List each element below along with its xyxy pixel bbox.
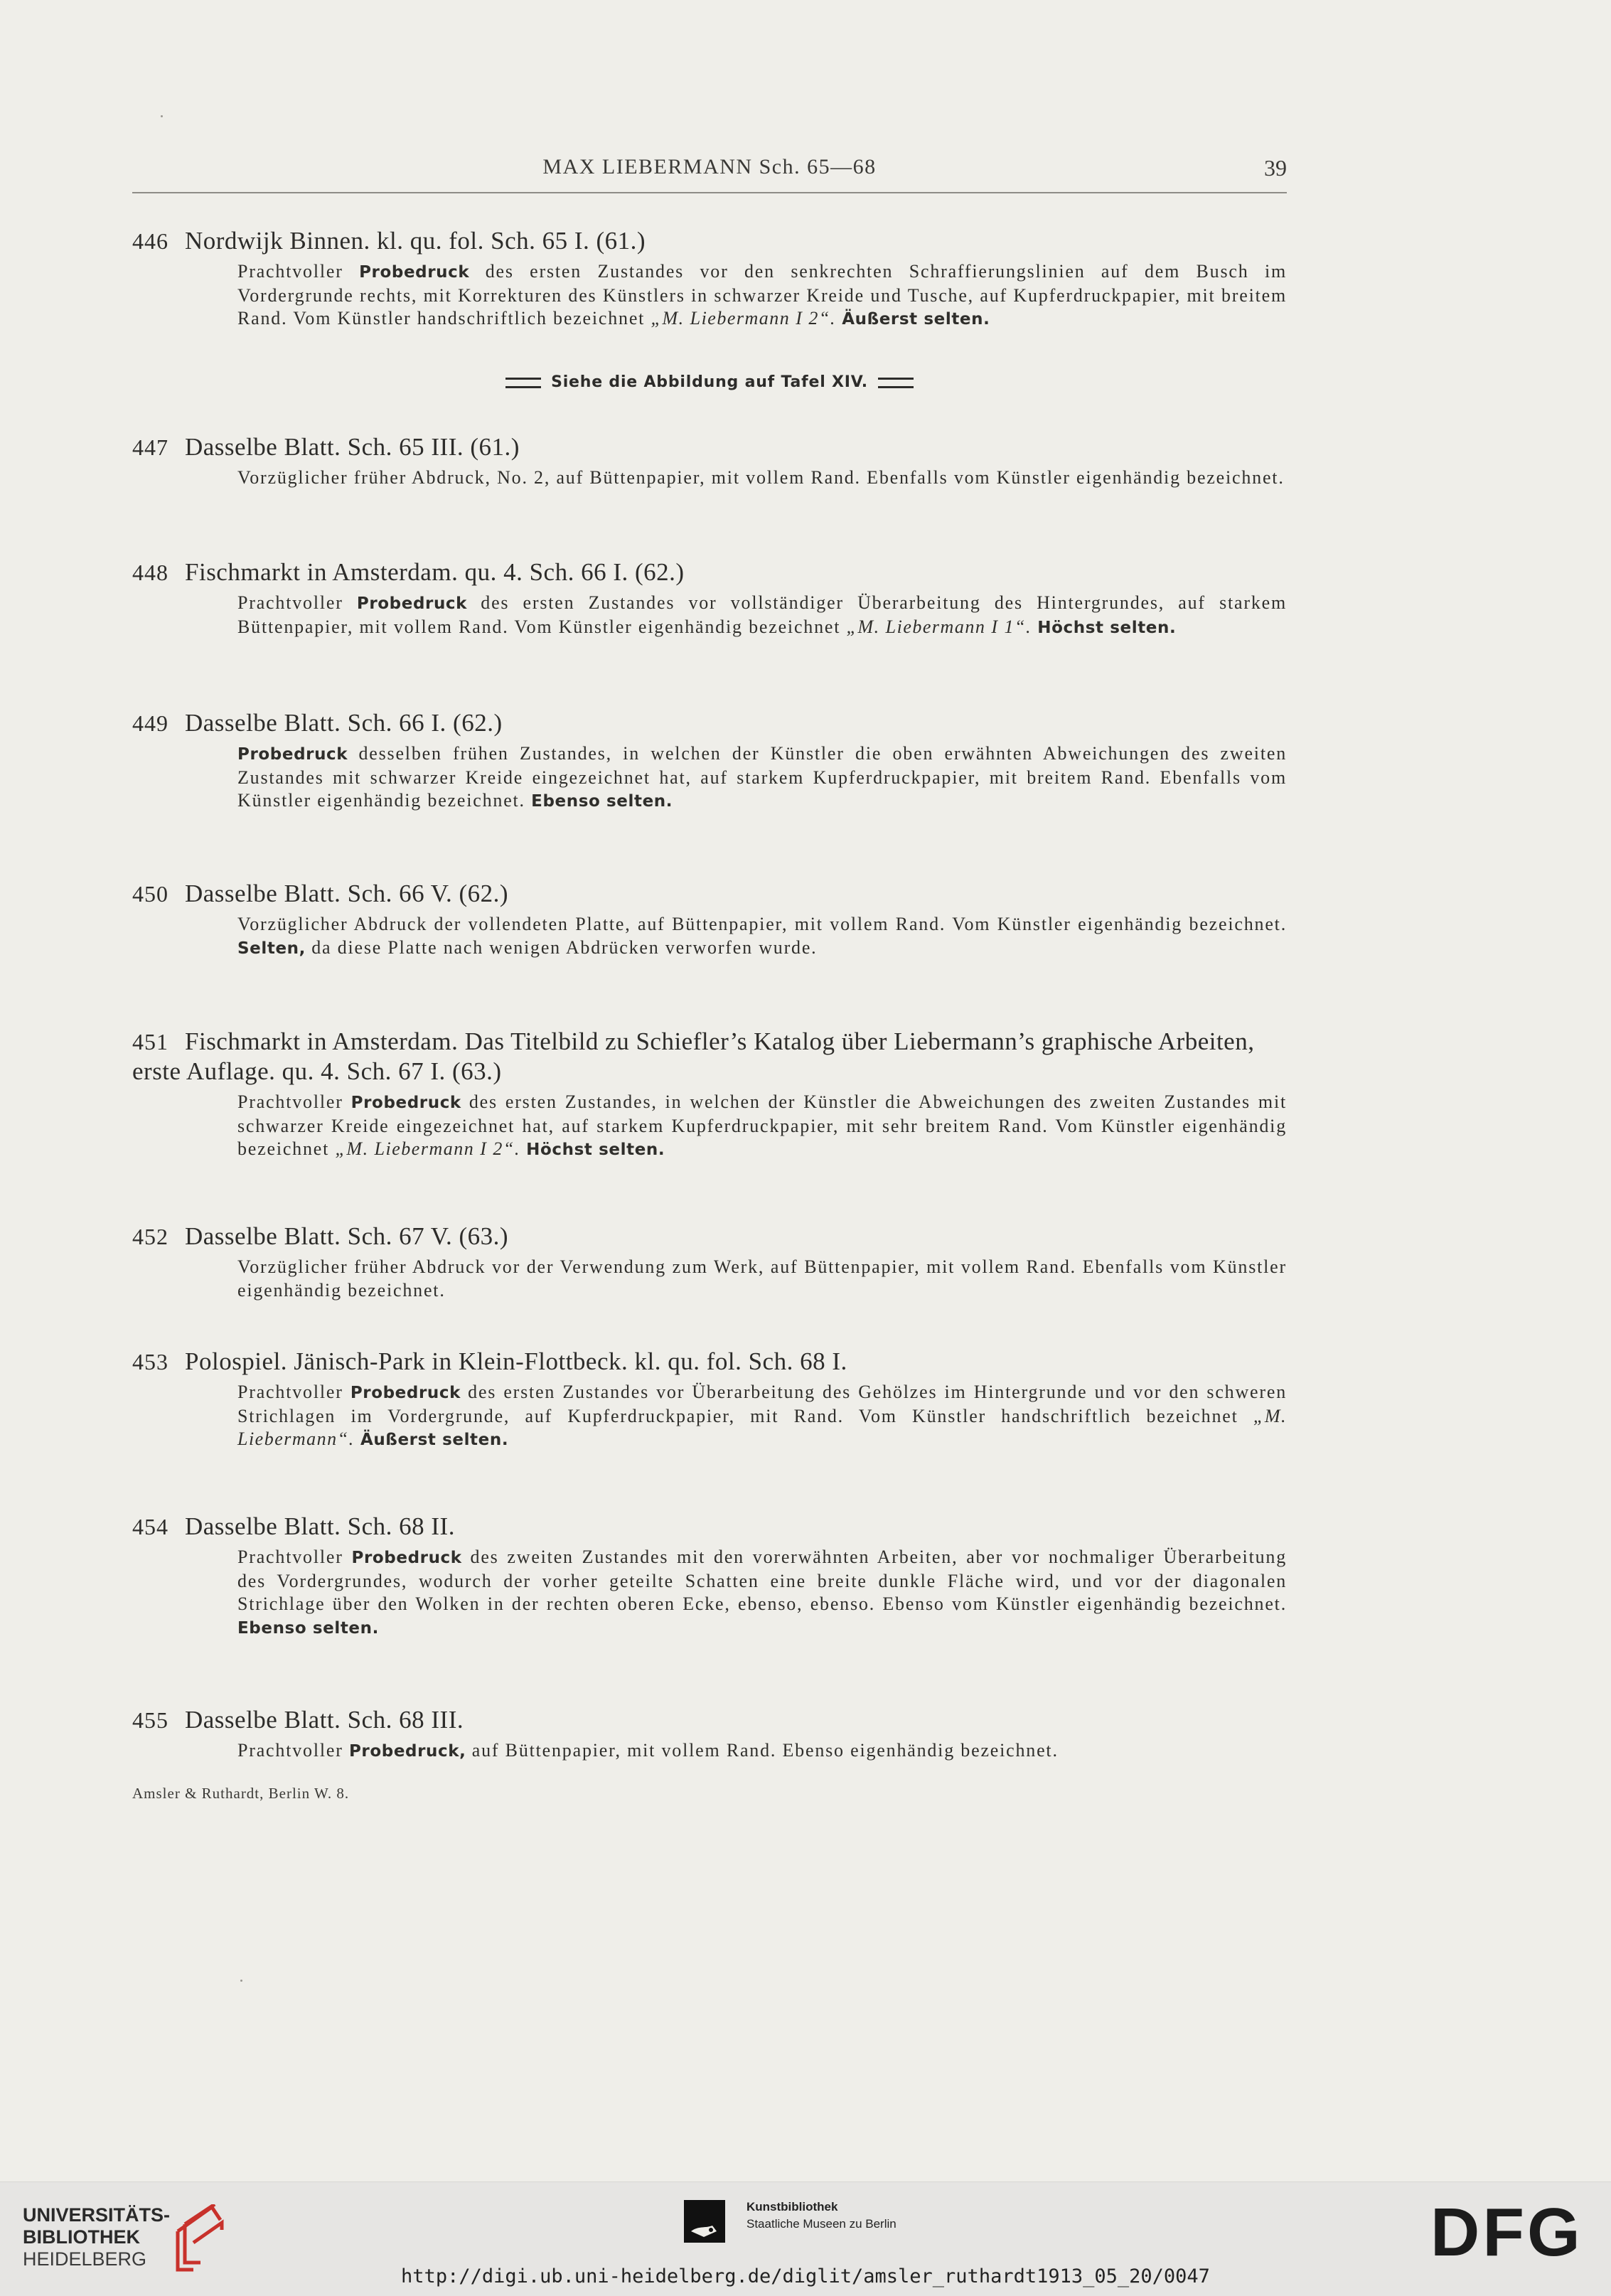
description-text: Prachtvoller xyxy=(237,1382,350,1402)
dfg-wordmark-icon xyxy=(1430,2204,1587,2261)
university-library-logo[interactable] xyxy=(23,2204,236,2268)
description-text: Vorzüglicher früher Abdruck, No. 2, auf Büttenpapier, mit vollem Rand. Ebenfalls vom Künstler eigenhändig bezeichnet. xyxy=(237,467,1285,488)
plate-notice xyxy=(132,373,1287,391)
entry-description xyxy=(237,1739,1287,1763)
entry-heading xyxy=(132,879,1287,909)
description-text: Vorzüglicher Abdruck der vollendeten Platte, auf Büttenpapier, mit vollem Rand. Vom Künstler eigenhändig bezeichnet. xyxy=(237,914,1287,934)
entry-title: Polospiel. Jänisch-Park in Klein-Flottbeck. kl. qu. fol. Sch. 68 I. xyxy=(185,1347,847,1375)
catalog-entry-449 xyxy=(132,708,1287,813)
entry-title: Nordwijk Binnen. kl. qu. fol. Sch. 65 I. (61.) xyxy=(185,227,646,255)
entry-number: 450 xyxy=(132,881,168,907)
entry-description xyxy=(237,1381,1287,1452)
entry-description xyxy=(237,1256,1287,1302)
catalog-entry-455 xyxy=(132,1705,1287,1763)
emphasis-text: Höchst selten. xyxy=(1037,618,1177,637)
description-text xyxy=(355,1429,360,1449)
description-text: des ersten Zustandes, in welchen der Künstler die Abweichungen des zweiten Zustandes mit schwarzer Kreide eingezeichnet hat, auf starkem Kupferdruckpapier, mit sehr breitem Rand. Vom Künstler eigenhändig bezeichnet xyxy=(237,1091,1287,1159)
signature-quote: „M. Liebermann I 1“. xyxy=(846,616,1032,637)
entry-title: Fischmarkt in Amsterdam. qu. 4. Sch. 66 I. (62.) xyxy=(185,558,685,586)
description-text: Prachtvoller xyxy=(237,1547,352,1567)
permalink-url[interactable]: http://digi.ub.uni-heidelberg.de/diglit/amsler_ruthardt1913_05_20/0047 xyxy=(401,2265,1210,2287)
printer-imprint: Amsler & Ruthardt, Berlin W. 8. xyxy=(132,1785,350,1802)
running-head xyxy=(132,155,1287,183)
entry-number: 447 xyxy=(132,434,168,460)
description-text: auf Büttenpapier, mit vollem Rand. Ebenso eigenhändig bezeichnet. xyxy=(466,1740,1059,1761)
emphasis-text: Höchst selten. xyxy=(526,1141,665,1159)
catalog-entry-450 xyxy=(132,879,1287,960)
entry-description xyxy=(237,466,1287,490)
description-text: Prachtvoller xyxy=(237,261,360,282)
paper-speck xyxy=(161,115,163,117)
entry-number: 448 xyxy=(132,560,168,585)
entry-title: Dasselbe Blatt. Sch. 67 V. (63.) xyxy=(185,1222,509,1250)
entry-description xyxy=(237,1546,1287,1640)
entry-number: 452 xyxy=(132,1224,168,1249)
entry-heading xyxy=(132,1347,1287,1377)
entry-heading xyxy=(132,1027,1287,1086)
signature-quote: „M. Liebermann“. xyxy=(237,1405,1287,1449)
kunstbibliothek-emblem-icon xyxy=(684,2200,734,2247)
entry-heading xyxy=(132,226,1287,256)
ub-logo-line: BIBLIOTHEK xyxy=(23,2226,140,2248)
ub-emblem-icon xyxy=(162,2204,247,2273)
page-number: 39 xyxy=(1264,155,1287,181)
double-rule-icon xyxy=(505,378,541,388)
entry-number: 455 xyxy=(132,1707,168,1733)
description-text: Prachtvoller xyxy=(237,1740,349,1761)
entry-number: 451 xyxy=(132,1029,168,1054)
catalog-entry-446 xyxy=(132,226,1287,331)
ub-logo-line: HEIDELBERG xyxy=(23,2248,147,2270)
emphasis-text: Äußerst selten. xyxy=(360,1431,509,1449)
entry-title: Dasselbe Blatt. Sch. 68 III. xyxy=(185,1706,464,1734)
ub-logo-text xyxy=(23,2204,170,2270)
emphasis-text: Äußerst selten. xyxy=(842,310,990,329)
description-text: des ersten Zustandes vor Überarbeitung des Gehölzes im Hintergrunde und vor den schweren Strichlagen im Vordergrunde, auf Kupferdruckpapier, mit Rand. Vom Künstler handschriftlich bezeichnet xyxy=(237,1382,1287,1426)
ub-logo-line: UNIVERSITÄTS- xyxy=(23,2204,171,2226)
signature-quote: „M. Liebermann I 2“. xyxy=(335,1138,520,1159)
description-text: Prachtvoller xyxy=(237,1091,351,1112)
emphasis-text: Probedruck xyxy=(359,263,470,282)
entry-heading xyxy=(132,557,1287,587)
emphasis-text: Probedruck xyxy=(350,1094,461,1112)
notice-text: Siehe die Abbildung auf Tafel XIV. xyxy=(551,373,868,391)
description-text: Vorzüglicher früher Abdruck vor der Verwendung zum Werk, auf Büttenpapier, mit vollem Rand. Ebenfalls vom Künstler eigenhändig bezeichnet. xyxy=(237,1256,1287,1301)
kunstbibliothek-subtitle: Staatliche Museen zu Berlin xyxy=(746,2217,897,2231)
kunstbibliothek-logo[interactable] xyxy=(684,2196,940,2253)
catalog-entry-454 xyxy=(132,1512,1287,1640)
emphasis-text: Probedruck xyxy=(356,594,468,613)
entry-heading xyxy=(132,432,1287,462)
catalog-entry-448 xyxy=(132,557,1287,639)
entry-title: Dasselbe Blatt. Sch. 66 I. (62.) xyxy=(185,709,503,737)
emphasis-text: Probedruck xyxy=(351,1549,462,1567)
entry-heading xyxy=(132,1705,1287,1735)
description-text xyxy=(520,1138,526,1159)
signature-quote: „M. Liebermann I 2“. xyxy=(651,308,836,329)
kunstbibliothek-name: Kunstbibliothek xyxy=(746,2200,838,2214)
dfg-text: DFG xyxy=(1430,2204,1583,2261)
entry-description xyxy=(237,260,1287,331)
catalog-entry-453 xyxy=(132,1347,1287,1452)
description-text: desselben frühen Zustandes, in welchen der Künstler die oben erwähnten Abweichungen des zweiten Zustandes mit schwarzer Kreide eingezeichnet hat, auf starkem Kupferdruckpapier, mit breitem Rand. Ebenfalls vom Künstler eigenhändig bezeichnet. xyxy=(237,743,1287,811)
entry-description xyxy=(237,592,1287,639)
running-title: MAX LIEBERMANN Sch. 65—68 xyxy=(542,155,877,178)
entry-heading xyxy=(132,708,1287,738)
description-text xyxy=(836,308,842,329)
entry-title: Dasselbe Blatt. Sch. 68 II. xyxy=(185,1512,455,1540)
entry-title: Dasselbe Blatt. Sch. 66 V. (62.) xyxy=(185,880,509,907)
description-text: des ersten Zustandes vor den senkrechten Schraffierungslinien auf dem Busch im Vordergrunde rechts, mit Korrekturen des Künstlers in schwarzer Kreide und Tusche, auf Kupferdruckpapier, mit breitem Rand. Vom Künstler handschriftlich bezeichnet xyxy=(237,261,1287,329)
entry-number: 446 xyxy=(132,228,168,254)
emphasis-text: Probedruck xyxy=(237,745,348,764)
emphasis-text: Probedruck, xyxy=(348,1742,466,1761)
description-text: des zweiten Zustandes mit den vorerwähnten Arbeiten, aber vor nochmaliger Überarbeitung des Vordergrundes, wodurch der vorher geteilte Schatten eine breite dunkle Fläche wird, und vor der diagonalen Strichlage über den Wolken in der rechten oberen Ecke, ebenso, ebenso. Ebenso vom Künstler eigenhändig bezeichnet. xyxy=(237,1547,1287,1614)
description-text: da diese Platte nach wenigen Abdrücken verworfen wurde. xyxy=(305,936,818,958)
catalog-entry-447 xyxy=(132,432,1287,490)
emphasis-text: Ebenso selten. xyxy=(237,1618,379,1638)
entry-heading xyxy=(132,1222,1287,1251)
entry-title: Fischmarkt in Amsterdam. Das Titelbild zu Schiefler’s Katalog über Liebermann’s graphische Arbeiten, erste Auflage. qu. 4. Sch. 67 I. (63.) xyxy=(132,1027,1255,1085)
entry-number: 453 xyxy=(132,1349,168,1374)
header-rule xyxy=(132,192,1287,193)
entry-description xyxy=(237,742,1287,813)
paper-speck xyxy=(240,1980,242,1982)
entry-heading xyxy=(132,1512,1287,1542)
emphasis-text: Selten, xyxy=(237,939,306,958)
emphasis-text: Ebenso selten. xyxy=(531,792,673,811)
description-text: Prachtvoller xyxy=(237,592,357,613)
entry-description xyxy=(237,1091,1287,1162)
entry-description xyxy=(237,913,1287,960)
catalog-entry-451 xyxy=(132,1027,1287,1162)
kunstbibliothek-text xyxy=(746,2199,897,2233)
dfg-logo[interactable] xyxy=(1430,2204,1587,2265)
entry-number: 449 xyxy=(132,710,168,736)
double-rule-icon xyxy=(878,378,914,388)
entry-number: 454 xyxy=(132,1514,168,1539)
catalog-entry-452 xyxy=(132,1222,1287,1302)
entry-title: Dasselbe Blatt. Sch. 65 III. (61.) xyxy=(185,433,520,461)
description-text: des ersten Zustandes vor vollständiger Überarbeitung des Hintergrundes, auf starkem Büttenpapier, mit vollem Rand. Vom Künstler eigenhändig bezeichnet xyxy=(237,592,1287,637)
emphasis-text: Probedruck xyxy=(350,1384,461,1402)
